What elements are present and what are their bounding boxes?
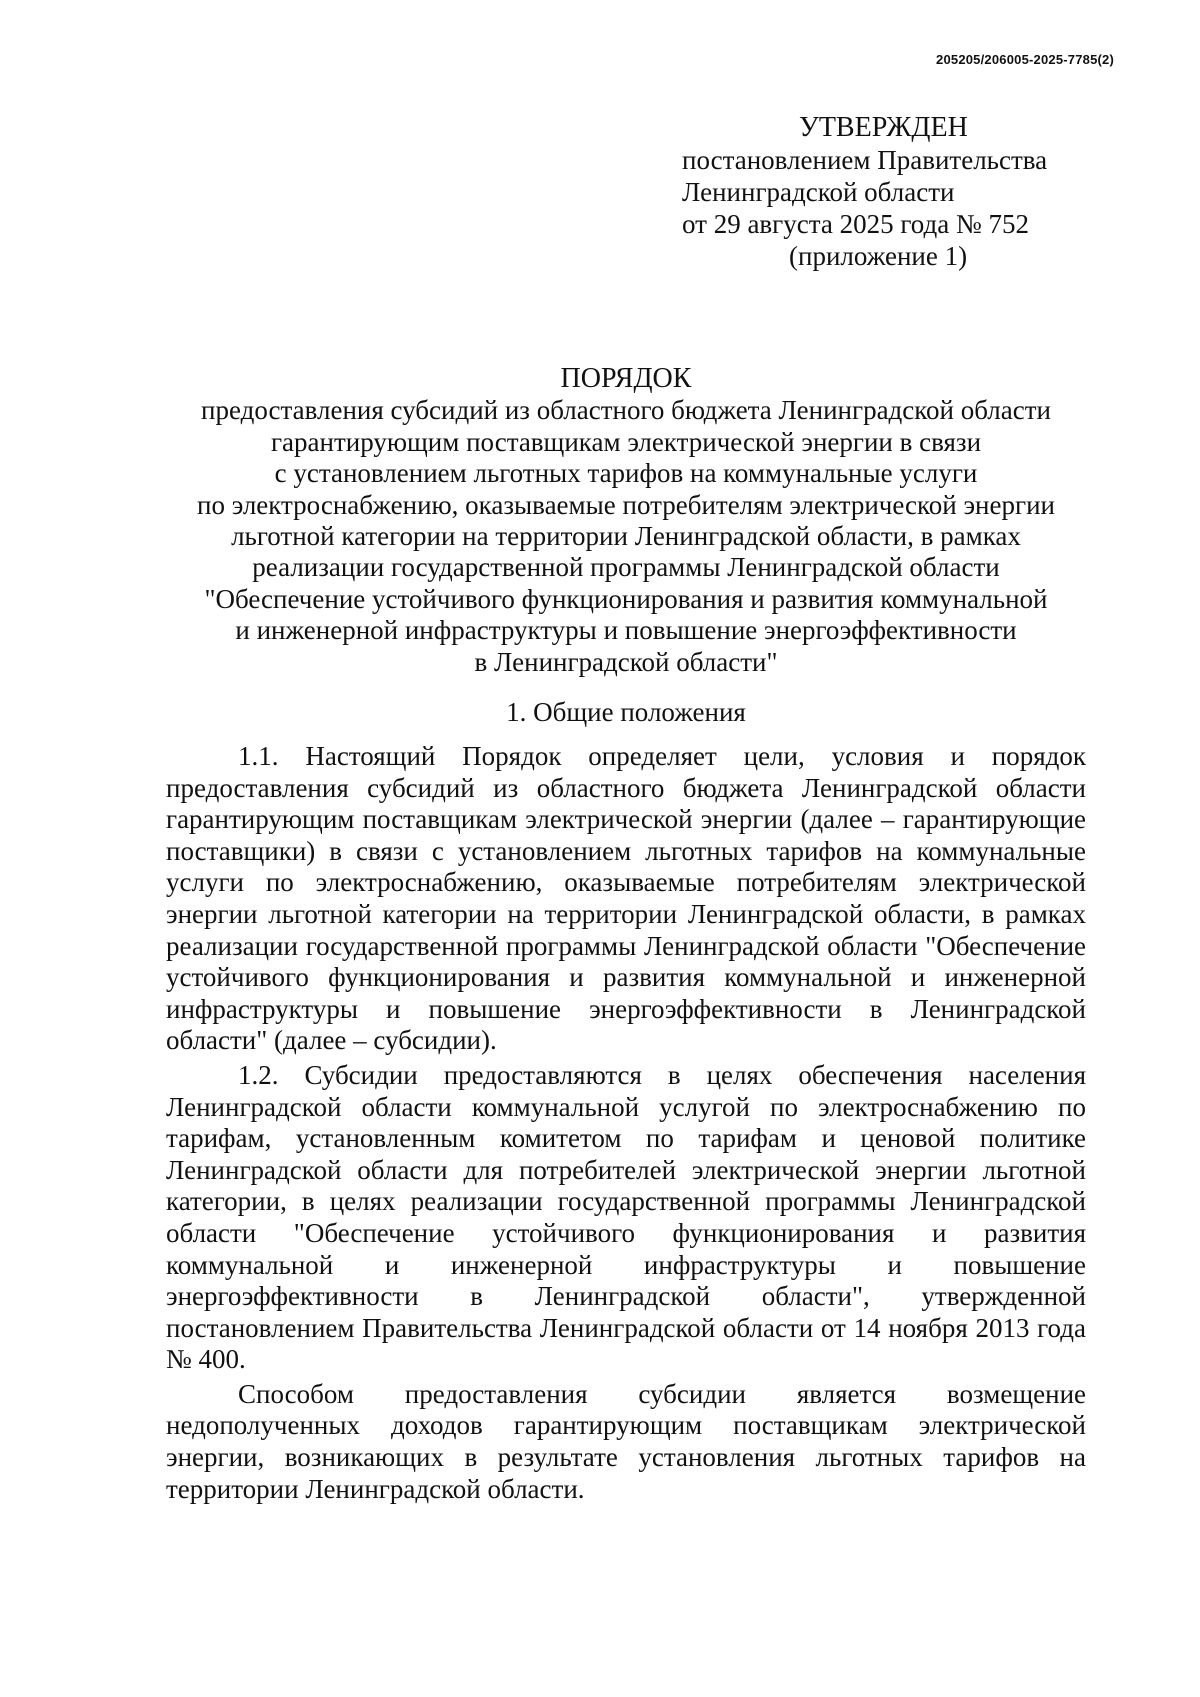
approval-line-3: от 29 августа 2025 года № 752 [682,209,1029,239]
paragraph-1-2: 1.2. Субсидии предоставляются в целях обеспечения населения Ленинградской области коммунальной услугой по электроснабжению по тарифам, установленным комитетом по тарифам и ценовой политике Ленинградской области для потребителей электрической энергии льготной категории, в целях реализации государственной программы Ленинградской области "Обеспечение устойчивого функционирования и развития коммунальной и инженерной инфраструктуры и повышение энергоэффективности в Ленинградской области", утвержденной постановлением Правительства Ленинградской области от 14 ноября 2013 года № 400. [166,1059,1086,1375]
title-line: предоставления субсидий из областного бюджета Ленинградской области [201,395,1051,426]
title-line: "Обеспечение устойчивого функционирования и развития коммунальной [204,583,1048,614]
paragraph-method: Способом предоставления субсидии является возмещение недополученных доходов гарантирующим поставщикам электрической энергии, возникающих в результате установления льготных тарифов на территории Ленинградской области. [166,1378,1086,1504]
approved-label: УТВЕРЖДЕН [799,112,968,143]
approval-line-1: постановлением Правительства [682,145,1048,175]
title-line: и инженерной инфраструктуры и повышение энергоэффективности [235,615,1017,646]
paragraph-1-1: 1.1. Настоящий Порядок определяет цели, условия и порядок предоставления субсидий из областного бюджета Ленинградской области гарантирующим поставщикам электрической энергии (далее – гарантирующие поставщики) в связи с установлением льготных тарифов на коммунальные услуги по электроснабжению, оказываемые потребителям электрической энергии льготной категории на территории Ленинградской области, в рамках реализации государственной программы Ленинградской области "Обеспечение устойчивого функционирования и развития коммунальной и инженерной инфраструктуры и повышение энергоэффективности в Ленинградской области" (далее – субсидии). [166,741,1086,1056]
title-line: реализации государственной программы Ленинградской области [252,552,1000,583]
approval-stamp-block [682,112,1102,272]
annex-label: (приложение 1) [789,241,968,271]
title-line: в Ленинградской области" [474,646,778,677]
document-title: ПОРЯДОК [560,363,692,394]
title-line: по электроснабжению, оказываемые потребителям электрической энергии [197,489,1055,520]
approval-line-2: Ленинградской области [682,177,955,207]
document-title-block [166,363,1086,678]
title-line: с установлением льготных тарифов на коммунальные услуги [274,458,978,489]
title-line: льготной категории на территории Ленинградской области, в рамках [231,521,1021,552]
section-heading: 1. Общие положения [506,697,746,727]
document-id: 205205/206005-2025-7785(2) [936,52,1114,67]
title-line: гарантирующим поставщикам электрической энергии в связи [270,426,982,457]
section-body [166,741,1086,1508]
